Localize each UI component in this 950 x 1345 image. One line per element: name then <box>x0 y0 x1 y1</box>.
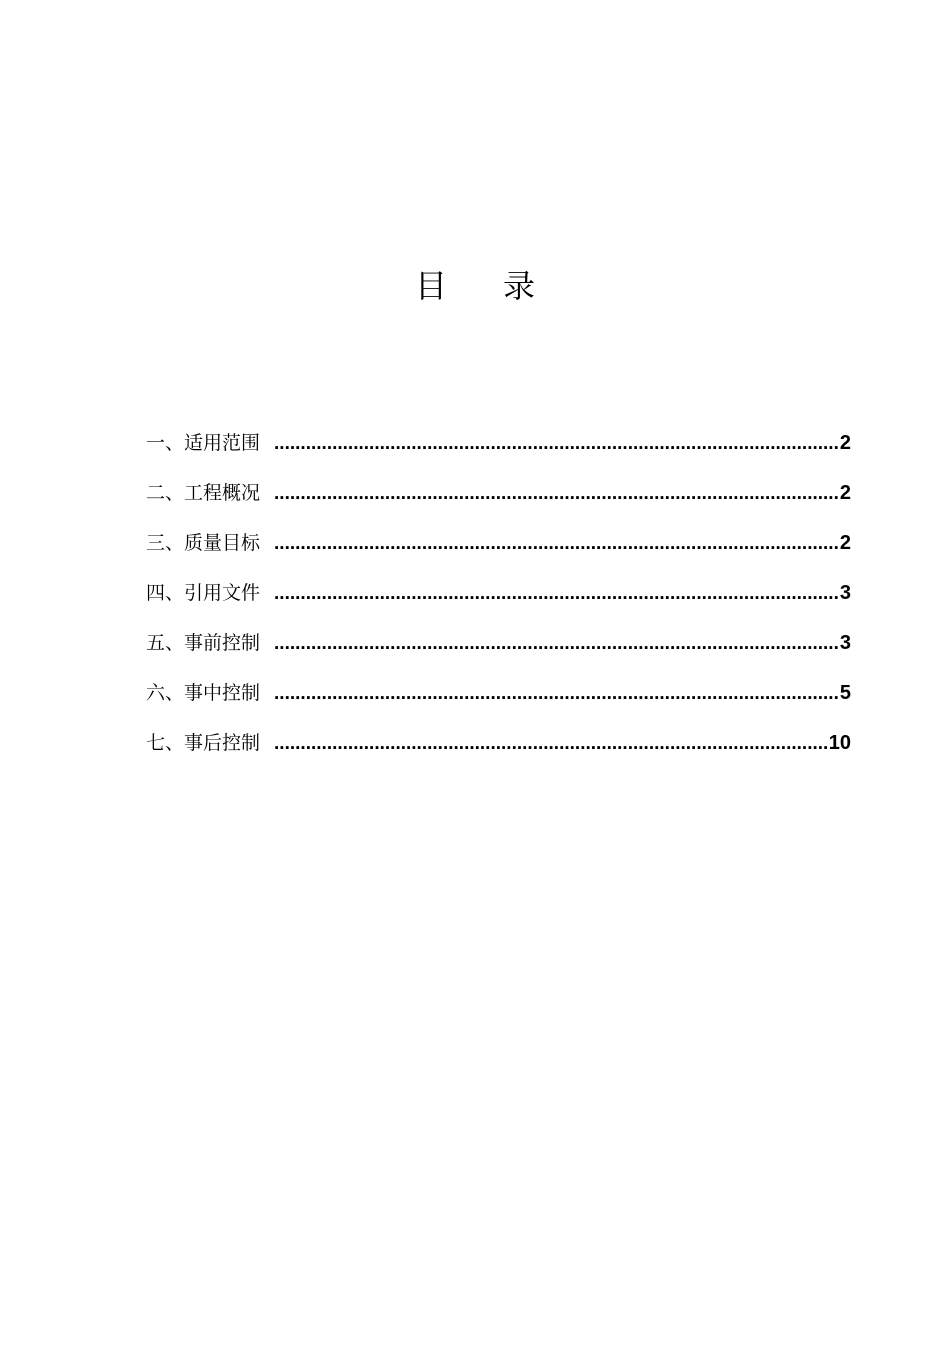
toc-dot-leader <box>274 529 838 559</box>
toc-entry-number: 一、 <box>146 432 185 454</box>
toc-entry-5[interactable] <box>146 628 851 678</box>
toc-entry-number: 三、 <box>146 532 185 554</box>
toc-title-char-1: 目 <box>414 267 447 305</box>
toc-entry-text: 工程概况 <box>184 482 261 504</box>
toc-entry-7[interactable] <box>146 728 851 778</box>
toc-dot-leader <box>274 579 838 609</box>
toc-entry-4[interactable] <box>146 578 851 628</box>
toc-entry-number: 二、 <box>146 482 185 504</box>
toc-entry-1[interactable] <box>146 428 851 478</box>
toc-title <box>0 262 950 310</box>
toc-dot-leader <box>274 679 838 709</box>
toc-entry-number: 七、 <box>146 732 185 754</box>
toc-entry-page: 10 <box>828 732 851 754</box>
toc-entry-page: 2 <box>839 482 851 504</box>
toc-entry-3[interactable] <box>146 528 851 578</box>
toc-entry-text: 事前控制 <box>184 632 261 654</box>
toc-dot-leader <box>274 429 838 459</box>
toc-entry-number: 六、 <box>146 682 185 704</box>
toc-entry-page: 3 <box>839 582 851 604</box>
toc-entry-page: 5 <box>839 682 851 704</box>
toc-entry-text: 适用范围 <box>184 432 261 454</box>
toc-entry-text: 引用文件 <box>184 582 261 604</box>
toc-entry-page: 3 <box>839 632 851 654</box>
toc-entry-text: 质量目标 <box>184 532 261 554</box>
toc-dot-leader <box>274 729 827 759</box>
toc-dot-leader <box>274 629 838 659</box>
toc-entry-text: 事中控制 <box>184 682 261 704</box>
toc-entry-6[interactable] <box>146 678 851 728</box>
toc-entry-page: 2 <box>839 532 851 554</box>
toc-entry-number: 四、 <box>146 582 185 604</box>
toc-entry-page: 2 <box>839 432 851 454</box>
toc-entry-text: 事后控制 <box>184 732 261 754</box>
toc-title-char-2: 录 <box>503 267 536 305</box>
toc-list <box>146 428 851 778</box>
toc-entry-2[interactable] <box>146 478 851 528</box>
toc-entry-number: 五、 <box>146 632 185 654</box>
toc-dot-leader <box>274 479 838 509</box>
